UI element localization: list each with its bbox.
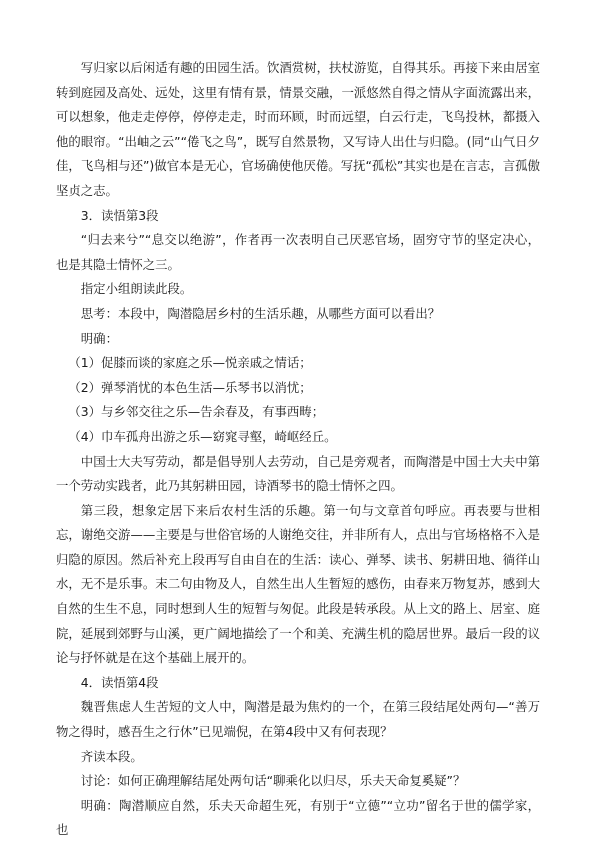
text-body (56, 56, 540, 843)
list-item-3: （3）与乡邻交往之乐—告余春及，有事西畴； (68, 404, 325, 420)
paragraph-answer-label: 明确： (80, 330, 118, 346)
paragraph-read-aloud: 齐读本段。 (80, 748, 143, 764)
section-heading-4: 4．读悟第4段 (80, 674, 159, 690)
list-item-2: （2）弹琴消忧的本色生活—乐琴书以消忧； (68, 379, 312, 395)
paragraph-discussion: 讨论：如何正确理解结尾处两句话“聊乘化以归尽，乐夫天命复奚疑”？ (80, 773, 466, 789)
paragraph-assign-group: 指定小组朗读此段。 (80, 281, 193, 297)
paragraph-final-answer: 明确：陶潜顺应自然，乐夫天命超生死，有别于“立德”“立功”留名于世的儒学家，也 (56, 797, 540, 838)
list-item-4: （4）巾车孤舟出游之乐—窈窕寻壑，崎岖经丘。 (68, 428, 337, 444)
paragraph-guiqulai: “归去来兮”“息交以绝游”，作者再一次表明自己厌恶官场，固穷守节的坚定决心，也是其隐士情怀之三。 (56, 232, 540, 272)
list-item-1: （1）促膝而谈的家庭之乐—悦亲戚之情话； (68, 355, 312, 371)
paragraph-question: 思考：本段中，陶潜隐居乡村的生活乐趣，从哪些方面可以看出？ (80, 305, 441, 321)
section-heading-3: 3．读悟第3段 (80, 207, 159, 223)
paragraph-anxiety: 魏晋焦虑人生苦短的文人中，陶潜是最为焦灼的一个，在第三段结尾处两句—“善万物之得时，感吾生之行休”已见端倪，在第4段中又有何表现？ (56, 699, 540, 740)
paragraph-pastoral-life: 写归家以后闲适有趣的田园生活。饮酒赏树，扶杖游览，自得其乐。再接下来由居室转到庭园及高处、远处，这里有情有景，情景交融，一派悠然自得之情从字面流露出来，可以想象，他走走停停，停停走走，时而环顾，时而远望，白云行走，飞鸟投林，都摄入他的眼帘。“出岫之云”“倦飞之鸟”，既写自然景物，又写诗人出仕与归隐。(同“山气日夕佳，飞鸟相与还”)做官本是无心，官场确使他厌倦。写抚“孤松”其实也是在言志，言孤傲坚贞之志。 (56, 60, 540, 198)
paragraph-third-section: 第三段，想象定居下来后农村生活的乐趣。第一句与文章首句呼应。再表要与世相忘，谢绝交游——主要是与世俗官场的人谢绝交往，并非所有人，点出与官场格格不入是归隐的原因。然后补充上段再写自由自在的生活：读心、弹琴、读书、躬耕田地、徜徉山水，无不是乐事。末二句由物及人，自然生出人生暂短的感伤，由春来万物复苏，感到大自然的生生不息，同时想到人生的短暂与匆促。此段是转承段。从上文的路上、居室、庭院，延展到郊野与山溪，更广阔地描绘了一个和美、充满生机的隐居世界。最后一段的议论与抒怀就是在这个基础上展开的。 (56, 502, 540, 666)
paragraph-scholar-labor: 中国士大夫写劳动，都是倡导别人去劳动，自己是旁观者，而陶潜是中国士大夫中第一个劳动实践者，此乃其躬耕田园，诗酒琴书的隐士情怀之四。 (56, 453, 540, 494)
